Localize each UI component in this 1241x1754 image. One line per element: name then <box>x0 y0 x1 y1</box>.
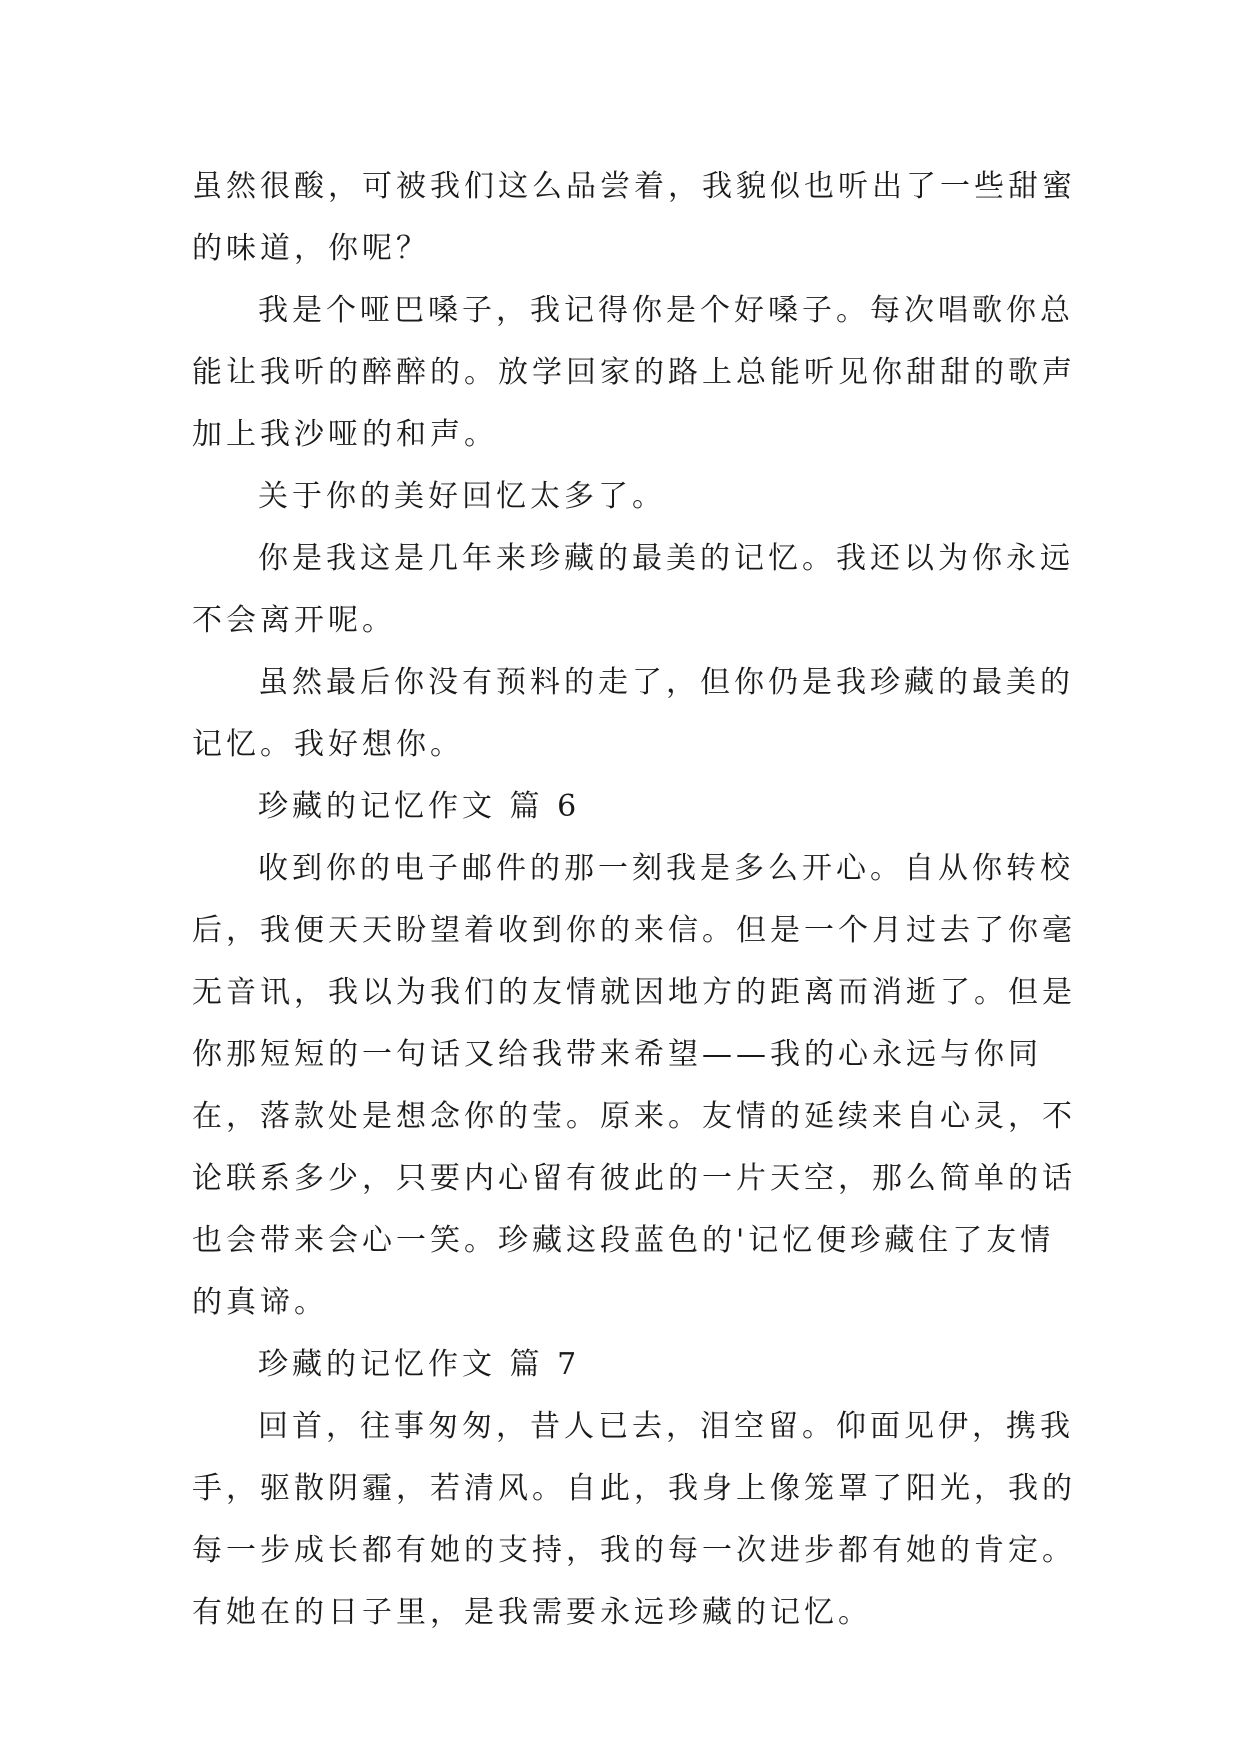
section-heading: 珍藏的记忆作文 篇 7 <box>258 1347 581 1382</box>
text-line: 能让我听的醉醉的。放学回家的路上总能听见你甜甜的歌声 <box>192 355 1076 390</box>
text-line: 在，落款处是想念你的莹。原来。友情的延续来自心灵，不 <box>192 1099 1076 1134</box>
text-line: 手，驱散阴霾，若清风。自此，我身上像笼罩了阳光，我的 <box>192 1471 1076 1506</box>
text-line: 记忆。我好想你。 <box>192 727 464 762</box>
text-line: 有她在的日子里，是我需要永远珍藏的记忆。 <box>192 1595 872 1630</box>
text-line: 你是我这是几年来珍藏的最美的记忆。我还以为你永远 <box>258 541 1074 576</box>
text-line: 收到你的电子邮件的那一刻我是多么开心。自从你转校 <box>258 851 1074 886</box>
text-line: 每一步成长都有她的支持，我的每一次进步都有她的肯定。 <box>192 1533 1076 1568</box>
text-line: 我是个哑巴嗓子，我记得你是个好嗓子。每次唱歌你总 <box>258 293 1074 328</box>
text-line: 的真谛。 <box>192 1285 328 1320</box>
text-line: 也会带来会心一笑。珍藏这段蓝色的'记忆便珍藏住了友情 <box>192 1223 1055 1258</box>
text-line: 你那短短的一句话又给我带来希望——我的心永远与你同 <box>192 1037 1042 1072</box>
text-line: 无音讯，我以为我们的友情就因地方的距离而消逝了。但是 <box>192 975 1076 1010</box>
document-body <box>192 156 1076 1644</box>
text-line: 后，我便天天盼望着收到你的来信。但是一个月过去了你毫 <box>192 913 1076 948</box>
text-line: 不会离开呢。 <box>192 603 396 638</box>
text-line: 回首，往事匆匆，昔人已去，泪空留。仰面见伊，携我 <box>258 1409 1074 1444</box>
text-line: 的味道，你呢？ <box>192 231 430 266</box>
text-line: 虽然最后你没有预料的走了，但你仍是我珍藏的最美的 <box>258 665 1074 700</box>
text-line: 虽然很酸，可被我们这么品尝着，我貌似也听出了一些甜蜜 <box>192 169 1076 204</box>
text-line: 论联系多少，只要内心留有彼此的一片天空，那么简单的话 <box>192 1161 1076 1196</box>
text-line: 关于你的美好回忆太多了。 <box>258 479 666 514</box>
text-line: 加上我沙哑的和声。 <box>192 417 498 452</box>
section-heading: 珍藏的记忆作文 篇 6 <box>258 789 581 824</box>
